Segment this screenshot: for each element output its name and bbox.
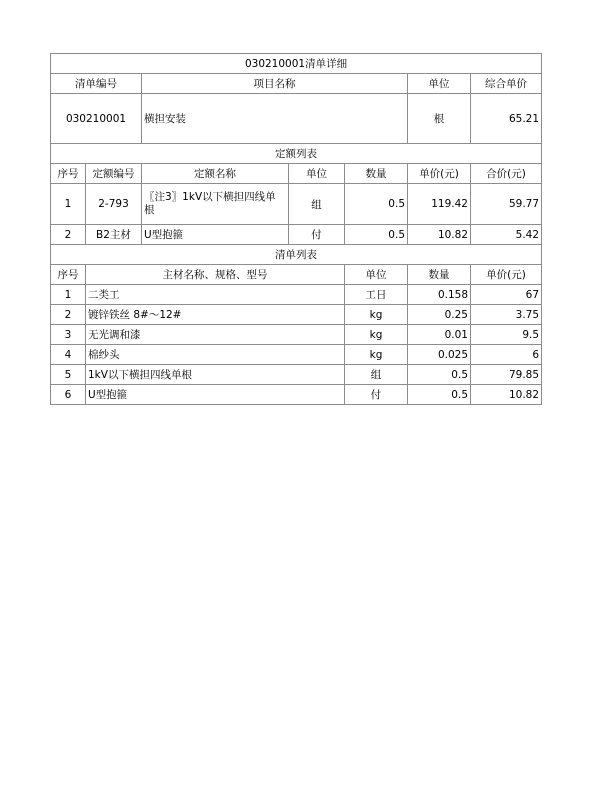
bill-header-row — [51, 74, 542, 94]
col-unit-price: 综合单价 — [471, 74, 542, 94]
list-unit: 付 — [345, 385, 408, 405]
list-price: 6 — [471, 345, 542, 365]
list-price: 10.82 — [471, 385, 542, 405]
table-row — [51, 225, 542, 245]
table-row — [51, 385, 542, 405]
quota-unit: 付 — [289, 225, 345, 245]
list-qty: 0.158 — [408, 285, 471, 305]
list-title: 清单列表 — [51, 245, 542, 265]
quota-unit: 组 — [289, 184, 345, 225]
list-name: 二类工 — [86, 285, 345, 305]
quota-qty: 0.5 — [345, 184, 408, 225]
list-name: 棉纱头 — [86, 345, 345, 365]
quota-col-qty: 数量 — [345, 164, 408, 184]
list-qty: 0.25 — [408, 305, 471, 325]
list-col-no: 序号 — [51, 265, 86, 285]
quota-title: 定额列表 — [51, 144, 542, 164]
list-qty: 0.5 — [408, 365, 471, 385]
bill-unit-price: 65.21 — [471, 94, 542, 144]
table-row — [51, 305, 542, 325]
list-unit: kg — [345, 325, 408, 345]
col-unit: 单位 — [408, 74, 471, 94]
sheet-title: 030210001清单详细 — [51, 54, 542, 74]
bill-row — [51, 94, 542, 144]
bill-detail-table — [50, 53, 542, 405]
quota-title-row — [51, 144, 542, 164]
quota-col-code: 定额编号 — [86, 164, 142, 184]
quota-col-no: 序号 — [51, 164, 86, 184]
list-unit: 组 — [345, 365, 408, 385]
list-qty: 0.01 — [408, 325, 471, 345]
list-no: 3 — [51, 325, 86, 345]
list-name: 无光调和漆 — [86, 325, 345, 345]
quota-header-row — [51, 164, 542, 184]
list-no: 5 — [51, 365, 86, 385]
list-unit: 工日 — [345, 285, 408, 305]
quota-code: 2-793 — [86, 184, 142, 225]
list-qty: 0.5 — [408, 385, 471, 405]
list-name: U型抱箍 — [86, 385, 345, 405]
quota-col-name: 定额名称 — [142, 164, 289, 184]
quota-code: B2主材 — [86, 225, 142, 245]
table-row — [51, 184, 542, 225]
col-bill-code: 清单编号 — [51, 74, 142, 94]
sheet-title-row — [51, 54, 542, 74]
quota-qty: 0.5 — [345, 225, 408, 245]
list-name: 镀锌铁丝 8#～12# — [86, 305, 345, 325]
quota-col-total: 合价(元) — [471, 164, 542, 184]
quota-col-price: 单价(元) — [408, 164, 471, 184]
list-col-name: 主材名称、规格、型号 — [86, 265, 345, 285]
list-price: 67 — [471, 285, 542, 305]
quota-name: 〖注3〗1kV以下横担四线单根 — [142, 184, 289, 225]
bill-code: 030210001 — [51, 94, 142, 144]
list-no: 2 — [51, 305, 86, 325]
list-col-price: 单价(元) — [471, 265, 542, 285]
quota-total: 59.77 — [471, 184, 542, 225]
bill-item-name: 横担安装 — [142, 94, 408, 144]
quota-col-unit: 单位 — [289, 164, 345, 184]
table-row — [51, 325, 542, 345]
quota-name: U型抱箍 — [142, 225, 289, 245]
list-header-row — [51, 265, 542, 285]
table-row — [51, 285, 542, 305]
list-qty: 0.025 — [408, 345, 471, 365]
list-name: 1kV以下横担四线单根 — [86, 365, 345, 385]
list-no: 6 — [51, 385, 86, 405]
quota-price: 119.42 — [408, 184, 471, 225]
quota-total: 5.42 — [471, 225, 542, 245]
list-price: 3.75 — [471, 305, 542, 325]
list-no: 4 — [51, 345, 86, 365]
bill-unit: 根 — [408, 94, 471, 144]
quota-no: 1 — [51, 184, 86, 225]
list-title-row — [51, 245, 542, 265]
list-no: 1 — [51, 285, 86, 305]
col-item-name: 项目名称 — [142, 74, 408, 94]
list-price: 9.5 — [471, 325, 542, 345]
list-unit: kg — [345, 345, 408, 365]
list-col-unit: 单位 — [345, 265, 408, 285]
table-row — [51, 365, 542, 385]
table-row — [51, 345, 542, 365]
bill-detail-sheet — [50, 53, 541, 405]
quota-no: 2 — [51, 225, 86, 245]
list-unit: kg — [345, 305, 408, 325]
quota-price: 10.82 — [408, 225, 471, 245]
list-col-qty: 数量 — [408, 265, 471, 285]
list-price: 79.85 — [471, 365, 542, 385]
